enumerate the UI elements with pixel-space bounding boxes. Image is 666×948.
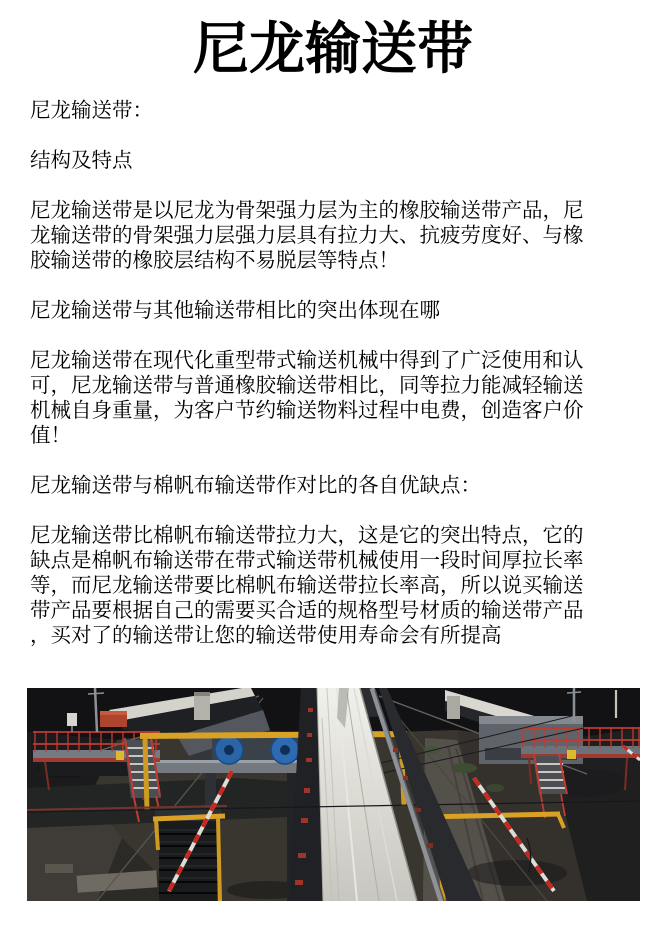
paragraph-structure-detail: 尼龙输送带是以尼龙为骨架强力层为主的橡胶输送带产品，尼龙输送带的骨架强力层强力层具有拉力大、抗疲劳度好、与橡胶输送带的橡胶层结构不易脱层等特点！: [30, 199, 584, 272]
paragraph-heading-structure: 结构及特点: [30, 149, 133, 172]
warning-sign: [567, 750, 576, 759]
conveyor-photo: [27, 688, 640, 901]
sign-placard: [67, 713, 77, 726]
paragraph-lead: 尼龙输送带：: [30, 99, 153, 122]
paragraph-comparison-detail: 尼龙输送带在现代化重型带式输送机械中得到了广泛使用和认可，尼龙输送带与普通橡胶输送带相比，同等拉力能减轻输送机械自身重量，为客户节约输送物料过程中电费，创造客户价值！: [30, 349, 584, 447]
conveyor-photo-graphic: [27, 688, 640, 901]
paragraph-cotton-compare-detail: 尼龙输送带比棉帆布输送带拉力大，这是它的突出特点，它的缺点是棉帆布输送带在带式输送带机械使用一段时间厚拉长率等，而尼龙输送带要比棉帆布输送带拉长率高，所以说买输送带产品要根据自己的需要买合适的规格型号材质的输送带产品，买对了的输送带让您的输送带使用寿命会有所提高: [30, 524, 584, 647]
paragraph-heading-cotton-compare: 尼龙输送带与棉帆布输送带作对比的各自优缺点：: [30, 474, 481, 497]
document-page: [0, 18, 666, 901]
article-body: [30, 98, 590, 648]
page-title: 尼龙输送带: [193, 17, 473, 80]
warning-sign: [116, 751, 124, 760]
paragraph-heading-comparison: 尼龙输送带与其他输送带相比的突出体现在哪: [30, 299, 440, 322]
